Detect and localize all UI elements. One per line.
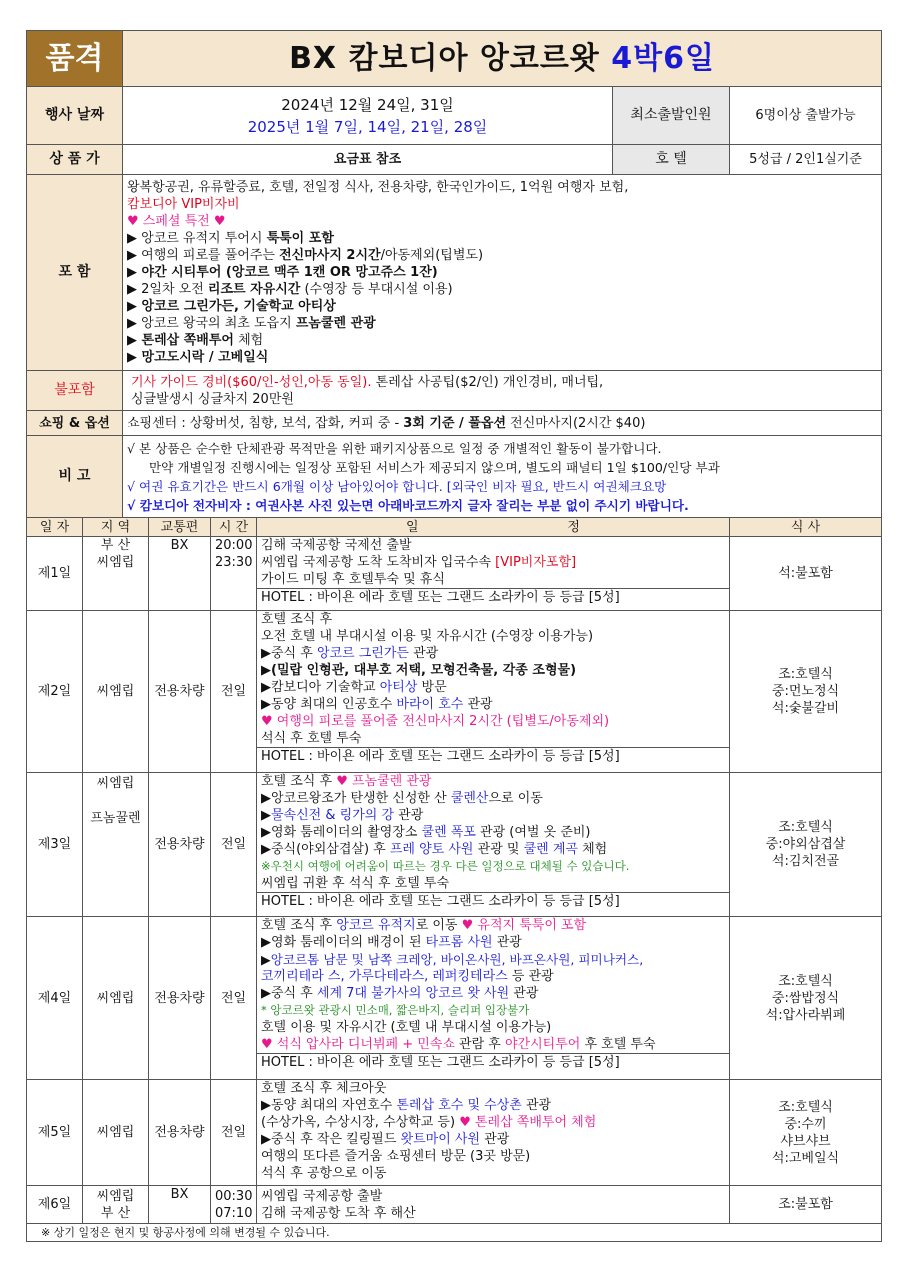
- include-line: ▶ 2일차 오전 리조트 자유시간 (수영장 등 부대시설 이용): [127, 282, 453, 297]
- include-line: ▶ 앙코르 그린가든, 기술학교 아티상: [127, 299, 336, 314]
- include-label: 포 함: [27, 175, 123, 371]
- transport-cell: BX: [149, 537, 211, 611]
- shopping-label: 쇼핑 & 옵션: [27, 411, 123, 436]
- title-nights: 4박6일: [611, 41, 715, 76]
- exclude-line: 기사 가이드 경비($60/인-성인,아동 동일). 톤레삽 사공팁($2/인) 개인경비, 매너팁,: [131, 374, 604, 390]
- hotel-line: HOTEL : 바이욘 에라 호텔 또는 그랜드 소라카이 등 등급 [5성]: [257, 1053, 729, 1071]
- title-main-text: BX 캄보디아 앙코르왓: [289, 41, 600, 76]
- plan-cell: 호텔 조식 후 체크아웃 ▶동양 최대의 자연호수 톤레삽 호수 및 수상촌 관광 (수상가옥, 수상시장, 수상학교 등) ♥ 톤레삽 쪽배투어 체험 ▶중식 후 작은 킬링필드 왓트마이 사원 관광 여행의 또다른 즐거움 쇼핑센터 방문 (3곳 방문) 석식 후 공항으로 이동: [257, 1080, 730, 1186]
- include-line: 왕복항공권, 유류할증료, 호텔, 전일정 식사, 전용차량, 한국인가이드, 1억원 여행자 보험,: [127, 180, 629, 195]
- hotel-line: HOTEL : 바이욘 에라 호텔 또는 그랜드 소라카이 등 등급 [5성]: [257, 892, 729, 910]
- day-label: 제1일: [27, 537, 83, 611]
- schedule-row-day3: [27, 773, 882, 917]
- include-line: ▶ 야간 시티투어 (앙코르 맥주 1캔 OR 망고쥬스 1잔): [127, 265, 438, 280]
- schedule-header: [27, 518, 882, 537]
- page-title: [123, 31, 882, 87]
- itinerary-table: [26, 30, 882, 1242]
- meal-cell: 조:불포함: [730, 1186, 882, 1224]
- badge-label: 품격: [27, 31, 123, 87]
- price-value: 요금표 참조: [123, 145, 613, 175]
- time-cell: 00:30 07:10: [211, 1186, 257, 1224]
- min-pax-value: 6명이상 출발가능: [730, 87, 882, 145]
- plan-cell: 씨엠립 국제공항 출발 김해 국제공항 도착 후 해산: [257, 1186, 730, 1224]
- day-label: 제5일: [27, 1080, 83, 1186]
- region-cell: 씨엠립 부 산: [83, 1186, 149, 1224]
- day-label: 제4일: [27, 917, 83, 1080]
- remark-line: √ 여권 유효기간은 반드시 6개월 이상 남아있어야 합니다. [외국인 비자 필요, 반드시 여권체크요망: [127, 478, 667, 494]
- min-pax-label: 최소출발인원: [613, 87, 730, 145]
- schedule-row-day5: [27, 1080, 882, 1186]
- day-label: 제3일: [27, 773, 83, 917]
- include-line: 캄보디아 VIP비자비: [127, 197, 240, 212]
- dates-2024: 2024년 12월 24일, 31일: [281, 95, 454, 114]
- transport-cell: 전용차량: [149, 1080, 211, 1186]
- transport-cell: BX: [149, 1186, 211, 1224]
- region-cell: 씨엠립 프놈꿀렌: [83, 773, 149, 917]
- include-line: ▶ 여행의 피로를 풀어주는 전신마사지 2시간/아동제외(팁별도): [127, 248, 484, 263]
- schedule-row-day4: [27, 917, 882, 1080]
- col-transport: 교통편: [149, 518, 211, 537]
- col-day: 일 자: [27, 518, 83, 537]
- transport-cell: 전용차량: [149, 773, 211, 917]
- plan-cell: 호텔 조식 후 앙코르 유적지로 이동 ♥ 유적지 툭툭이 포함 ▶영화 툼레이더의 배경이 된 타프롬 사원 관광 ▶앙코르톰 남문 및 남쪽 크레앙, 바이온사원, 바프온사원, 피미나커스, 코끼리테라 스, 가루다테라스, 레퍼킹테라스 등 관광 ▶중식 후 세계 7대 불가사의 앙코르 왓 사원 관광 * 앙코르왓 관광시 민소매, 짧은바지, 슬리퍼 입장불가 호텔 이용 및 자유시간 (호텔 내 부대시설 이용가능) ♥ 석식 압사라 디너뷔페 + 민속쇼 관람 후 야간시티투어 후 호텔 투숙 HOTEL : 바이욘 에라 호텔 또는 그랜드 소라카이 등 등급 [5성]: [257, 917, 730, 1080]
- day-label: 제2일: [27, 611, 83, 773]
- date-label: 행사 날짜: [27, 87, 123, 145]
- include-line: ▶ 톤레삽 쪽배투어 체험: [127, 333, 264, 348]
- include-line: ▶ 망고도시락 / 고베일식: [127, 350, 269, 365]
- transport-cell: 전용차량: [149, 611, 211, 773]
- exclude-line: 싱글발생시 싱글차지 20만원: [131, 391, 294, 407]
- remark-line: 만약 개별일정 진행시에는 일정상 포함된 서비스가 제공되지 않으며, 별도의 패널티 1일 $100/인당 부과: [149, 459, 720, 475]
- include-list: [123, 175, 882, 371]
- region-cell: 씨엠립: [83, 917, 149, 1080]
- remarks-label: 비 고: [27, 436, 123, 518]
- meal-cell: 석:불포함: [730, 537, 882, 611]
- itinerary-document: [26, 30, 881, 1242]
- region-cell: 씨엠립: [83, 611, 149, 773]
- special-benefit-heading: ♥ 스페셜 특전 ♥: [127, 214, 226, 229]
- plan-cell: 김해 국제공항 국제선 출발 씨엠립 국제공항 도착 도착비자 입국수속 [VIP비자포함] 가이드 미팅 후 호텔투숙 및 휴식 HOTEL : 바이욘 에라 호텔 또는 그랜드 소라카이 등 등급 [5성]: [257, 537, 730, 611]
- meal-cell: 조:호텔식 중:쌈밥정식 석:압사라뷔페: [730, 917, 882, 1080]
- col-time: 시 간: [211, 518, 257, 537]
- transport-cell: 전용차량: [149, 917, 211, 1080]
- region-cell: 씨엠립: [83, 1080, 149, 1186]
- shopping-value: 쇼핑센터 : 상황버섯, 침향, 보석, 잡화, 커피 중 - 3회 기준 / 풀옵션 전신마사지(2시간 $40): [123, 411, 882, 436]
- plan-cell: 호텔 조식 후 오전 호텔 내 부대시설 이용 및 자유시간 (수영장 이용가능) ▶중식 후 앙코르 그린가든 관광 ▶(밀랍 인형관, 대부호 저택, 모형건축물, 각종 조형물) ▶캄보디아 기술학교 아티상 방문 ▶동양 최대의 인공호수 바라이 호수 관광 ♥ 여행의 피로를 풀어줄 전신마사지 2시간 (팁별도/아동제외) 석식 후 호텔 투숙 HOTEL : 바이욘 에라 호텔 또는 그랜드 소라카이 등 등급 [5성]: [257, 611, 730, 773]
- region-cell: 부 산 씨엠립: [83, 537, 149, 611]
- col-meal: 식 사: [730, 518, 882, 537]
- schedule-row-day1: [27, 537, 882, 611]
- hotel-grade-value: 5성급 / 2인1실기준: [730, 145, 882, 175]
- meal-cell: 조:호텔식 중:야외삼겹살 석:김치전골: [730, 773, 882, 917]
- time-cell: 전일: [211, 611, 257, 773]
- time-cell: 전일: [211, 1080, 257, 1186]
- exclude-list: [123, 371, 882, 411]
- exclude-label: 불포함: [27, 371, 123, 411]
- day-label: 제6일: [27, 1186, 83, 1224]
- include-line: ▶ 앙코르 왕국의 최초 도읍지 프놈쿨렌 관광: [127, 316, 376, 331]
- remarks-list: [123, 436, 882, 518]
- col-region: 지 역: [83, 518, 149, 537]
- remark-line: √ 본 상품은 순수한 단체관광 목적만을 위한 패키지상품으로 일정 중 개별적인 활동이 불가합니다.: [127, 440, 662, 456]
- departure-dates: [123, 87, 613, 145]
- col-plan: 일 정: [257, 518, 730, 537]
- meal-cell: 조:호텔식 중:먼노정식 석:숯불갈비: [730, 611, 882, 773]
- schedule-row-day2: [27, 611, 882, 773]
- price-label: 상 품 가: [27, 145, 123, 175]
- schedule-row-day6: [27, 1186, 882, 1224]
- meal-cell: 조:호텔식 중:수끼 샤브샤브 석:고베일식: [730, 1080, 882, 1186]
- time-cell: 전일: [211, 917, 257, 1080]
- remark-line: √ 캄보디아 전자비자 : 여권사본 사진 있는면 아래바코드까지 글자 잘리는 부분 없이 주시기 바랍니다.: [127, 497, 689, 513]
- hotel-line: HOTEL : 바이욘 에라 호텔 또는 그랜드 소라카이 등 등급 [5성]: [257, 747, 729, 765]
- dates-2025: 2025년 1월 7일, 14일, 21일, 28일: [247, 117, 488, 136]
- include-line: ▶ 앙코르 유적지 투어시 툭툭이 포함: [127, 231, 334, 246]
- hotel-label: 호 텔: [613, 145, 730, 175]
- footnote: ※ 상기 일정은 현지 및 항공사정에 의해 변경될 수 있습니다.: [27, 1224, 882, 1242]
- plan-cell: 호텔 조식 후 ♥ 프놈쿨렌 관광 ▶앙코르왕조가 탄생한 신성한 산 쿨렌산으로 이동 ▶물속신전 & 링가의 강 관광 ▶영화 툼레이더의 촬영장소 쿨렌 폭포 관광 (여벌 옷 준비) ▶중식(야외삼겹살) 후 프레 양토 사원 관광 및 쿨렌 계곡 체험 ※우천시 여행에 어려움이 따르는 경우 다른 일정으로 대체될 수 있습니다. 씨엠립 귀환 후 석식 후 호텔 투숙 HOTEL : 바이욘 에라 호텔 또는 그랜드 소라카이 등 등급 [5성]: [257, 773, 730, 917]
- time-cell: 20:00 23:30: [211, 537, 257, 611]
- hotel-line: HOTEL : 바이욘 에라 호텔 또는 그랜드 소라카이 등 등급 [5성]: [257, 588, 729, 606]
- time-cell: 전일: [211, 773, 257, 917]
